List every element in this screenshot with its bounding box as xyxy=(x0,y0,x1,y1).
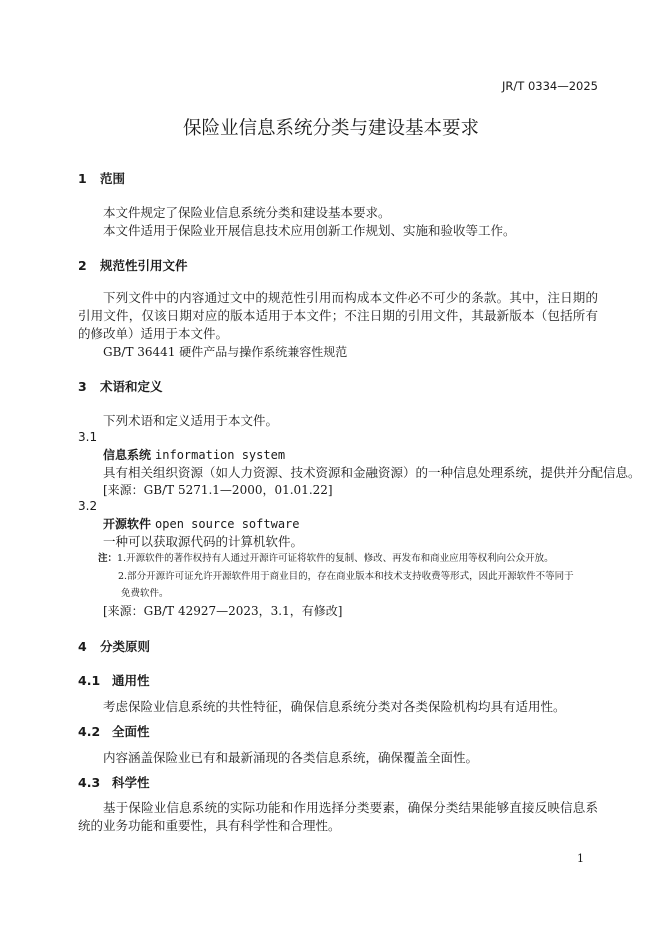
subsection-title: 通用性 xyxy=(112,673,150,688)
note-label: 注： xyxy=(98,553,118,564)
subsection-4-2-heading xyxy=(78,722,150,740)
subsection-title: 科学性 xyxy=(112,775,150,790)
term-name-en: information system xyxy=(155,448,286,462)
section-title: 规范性引用文件 xyxy=(100,258,188,273)
subsection-4-1-heading xyxy=(78,671,150,689)
subsection-4-1-text: 考虑保险业信息系统的共性特征，确保信息系统分类对各类保险机构均具有适用性。 xyxy=(103,699,566,714)
section-1-heading xyxy=(78,169,125,187)
subsection-number: 4.1 xyxy=(78,673,101,688)
term-heading xyxy=(103,446,285,463)
term-name-zh: 信息系统 xyxy=(103,448,152,462)
section-3-heading xyxy=(78,377,163,395)
section-number: 1 xyxy=(78,171,87,186)
section-title: 术语和定义 xyxy=(100,379,163,394)
normative-references-paragraph: 下列文件中的内容通过文中的规范性引用而构成本文件必不可少的条款。其中，注日期的引用文件，仅该日期对应的版本适用于本文件；不注日期的引用文件，其最新版本（包括所有的修改单）适用于本文件。 xyxy=(78,290,598,341)
scope-paragraph-2: 本文件适用于保险业开展信息技术应用创新工作规划、实施和验收等工作。 xyxy=(103,223,516,238)
term-heading xyxy=(103,515,300,532)
note-text: 1.开源软件的著作权持有人通过开源许可证将软件的复制、修改、再发布和商业应用等权利向公众开放。 xyxy=(117,553,554,564)
section-number: 4 xyxy=(78,639,87,654)
subsection-number: 4.2 xyxy=(78,724,101,739)
term-name-zh: 开源软件 xyxy=(103,517,152,531)
term-number: 3.2 xyxy=(78,499,98,513)
section-title: 分类原则 xyxy=(100,639,151,654)
document-title: 保险业信息系统分类与建设基本要求 xyxy=(182,118,479,139)
term-definition: 一种可以获取源代码的计算机软件。 xyxy=(103,534,304,549)
reference-entry: GB/T 36441 硬件产品与操作系统兼容性规范 xyxy=(103,345,348,359)
section-number: 2 xyxy=(78,258,87,273)
standard-number: JR/T 0334—2025 xyxy=(502,79,598,93)
section-number: 3 xyxy=(78,379,87,394)
section-4-heading xyxy=(78,637,150,655)
term-number: 3.1 xyxy=(78,430,98,444)
subsection-4-3-text: 基于保险业信息系统的实际功能和作用选择分类要素，确保分类结果能够直接反映信息系统的业务功能和重要性，具有科学性和合理性。 xyxy=(78,800,598,833)
section-title: 范围 xyxy=(100,171,126,186)
terms-intro: 下列术语和定义适用于本文件。 xyxy=(103,413,279,428)
term-name-en: open source software xyxy=(155,517,300,531)
term-source: [来源：GB/T 42927—2023，3.1，有修改] xyxy=(103,604,343,618)
term-note-2: 2.部分开源许可证允许开源软件用于商业目的，存在商业版本和技术支持收费等形式，因此开源软件不等同于 xyxy=(118,571,574,582)
term-definition: 具有相关组织资源（如人力资源、技术资源和金融资源）的一种信息处理系统，提供并分配信息。 xyxy=(103,465,641,480)
term-note-2-continued: 免费软件。 xyxy=(121,588,169,599)
term-note-1 xyxy=(98,550,554,564)
page-number: 1 xyxy=(577,852,584,865)
term-source: [来源：GB/T 5271.1—2000，01.01.22] xyxy=(103,483,333,497)
subsection-4-3-heading xyxy=(78,773,150,791)
scope-paragraph-1: 本文件规定了保险业信息系统分类和建设基本要求。 xyxy=(103,205,391,220)
section-2-heading xyxy=(78,256,188,274)
subsection-4-2-text: 内容涵盖保险业已有和最新涌现的各类信息系统，确保覆盖全面性。 xyxy=(103,750,479,765)
subsection-title: 全面性 xyxy=(112,724,150,739)
subsection-number: 4.3 xyxy=(78,775,101,790)
